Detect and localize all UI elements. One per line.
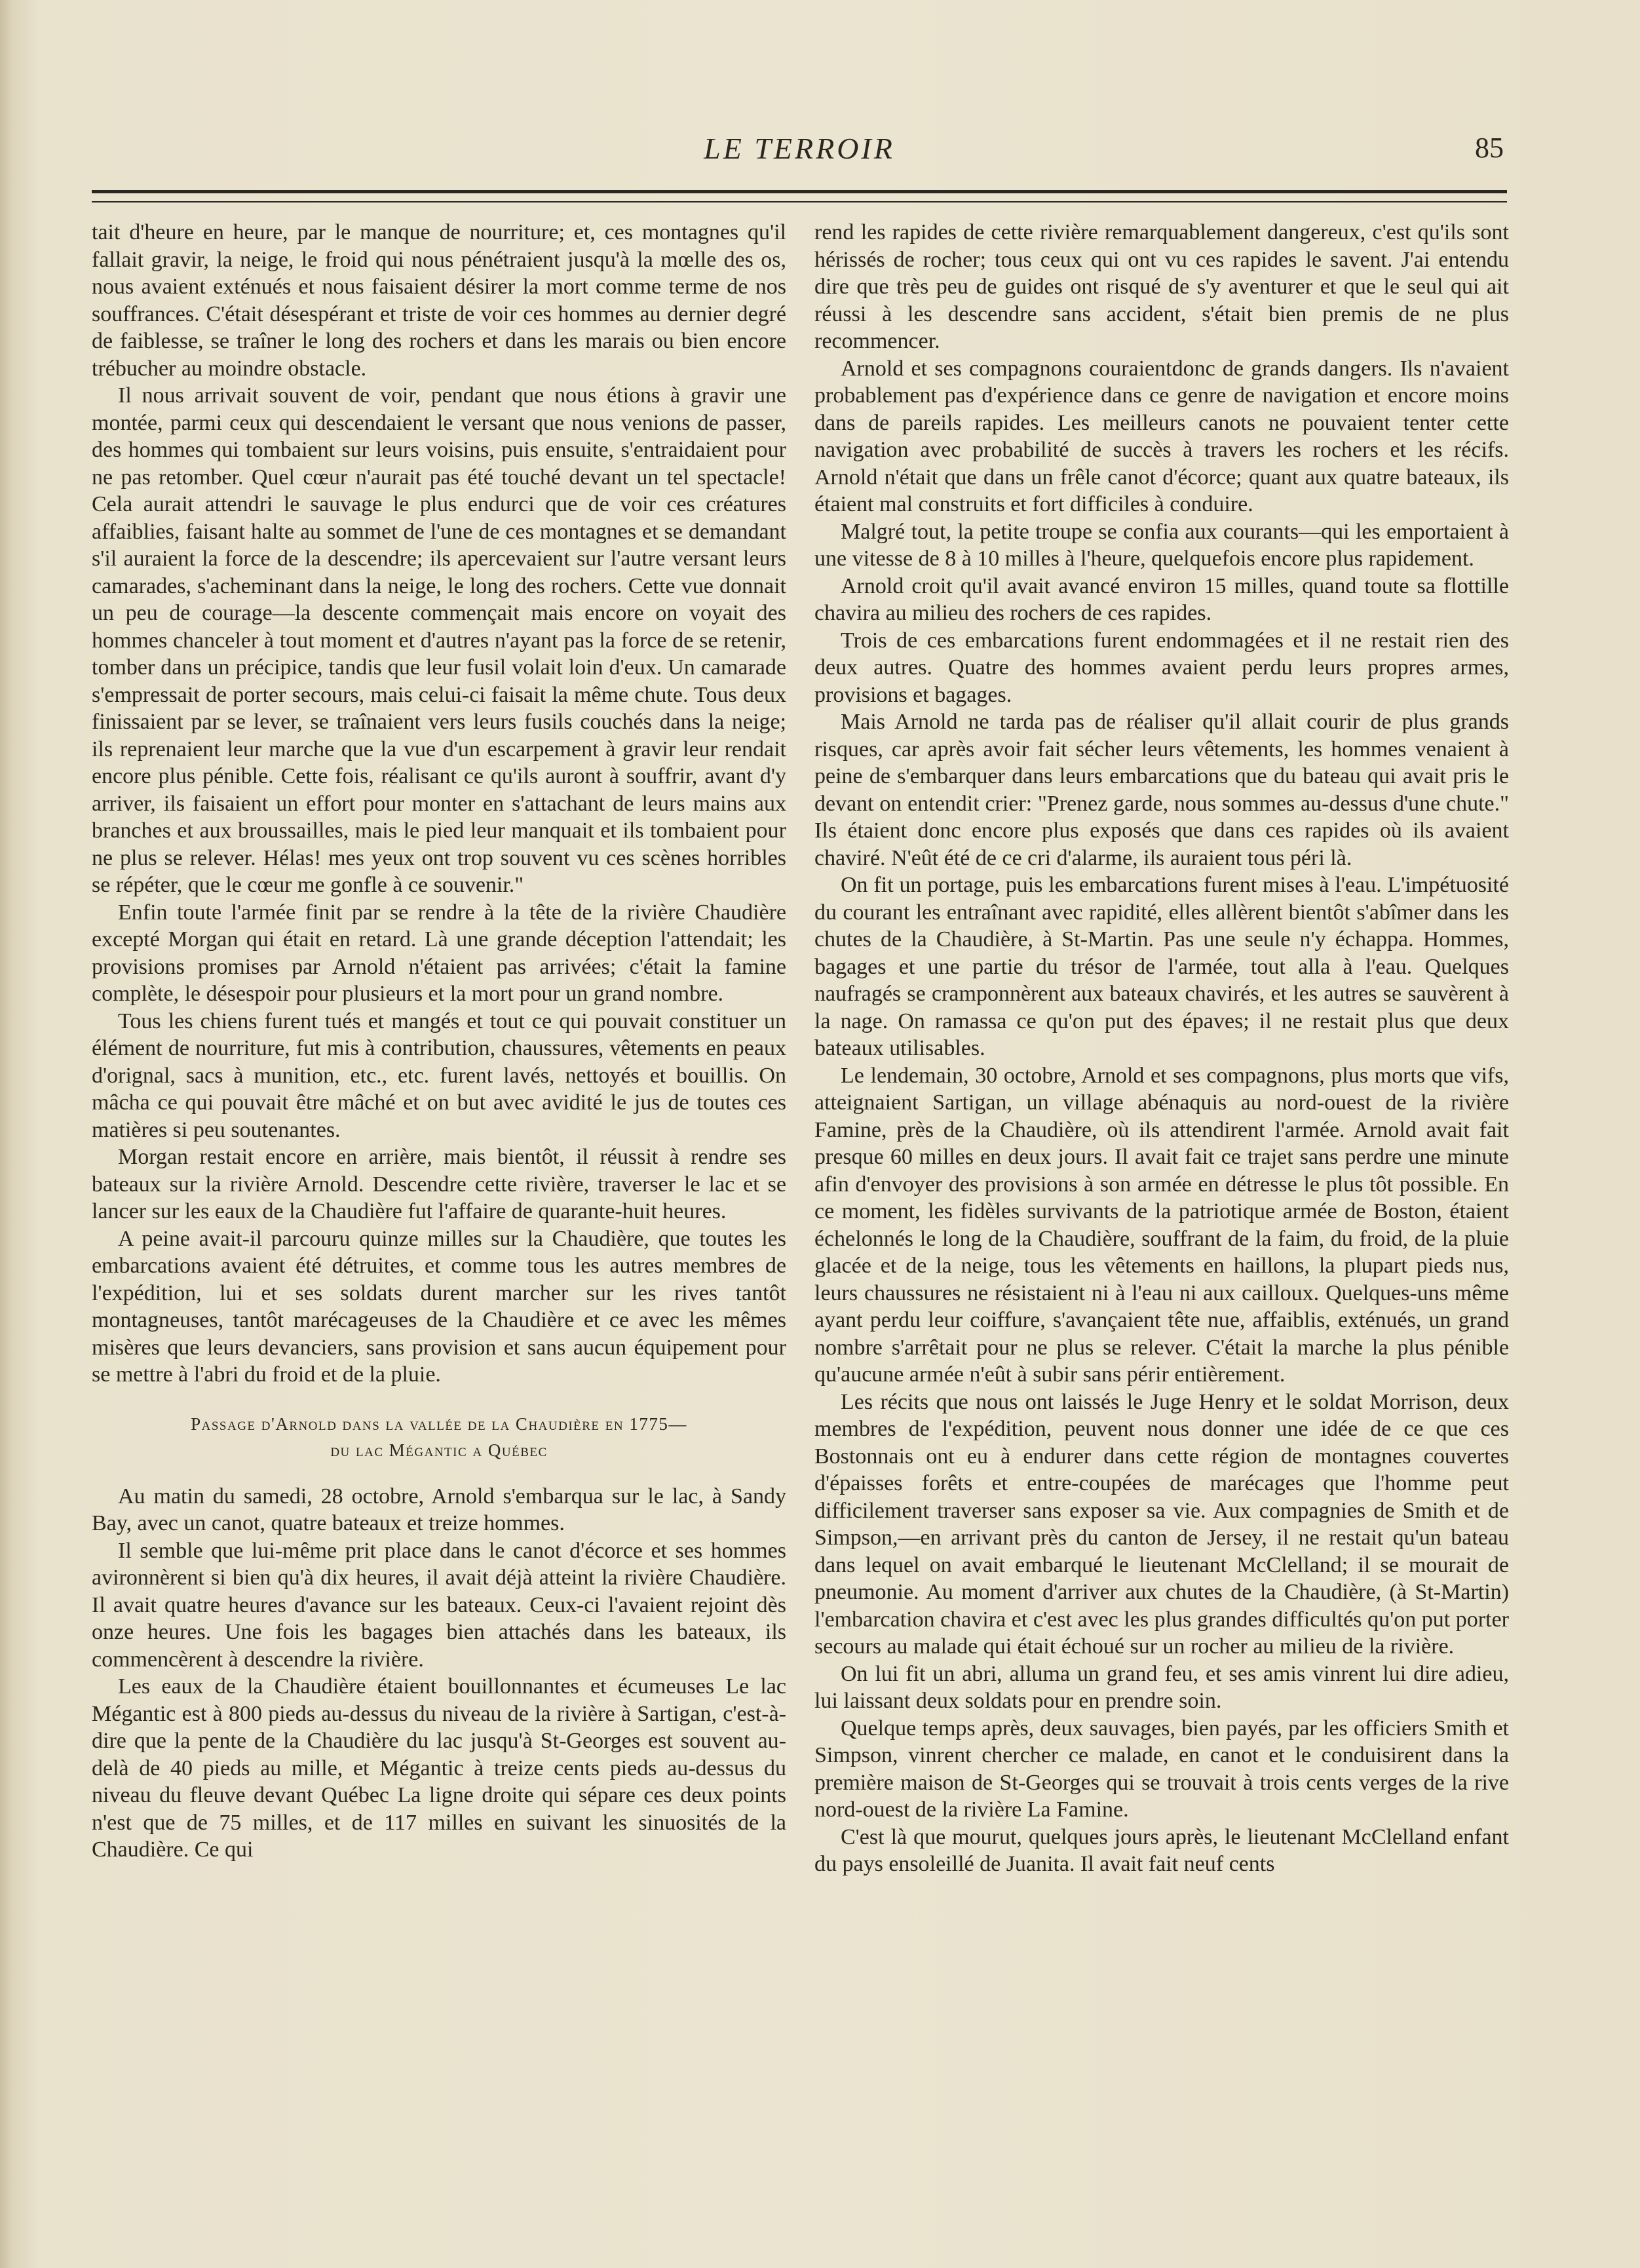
paragraph: On fit un portage, puis les embarcations furent mises à l'eau. L'impétuosité du courant les entraînant avec rapidité, elles allèrent bientôt s'abîmer dans les chutes de la Chaudière, à St-Martin. Pas une seule n'y échappa. Hommes, bagages et une partie du trésor de l'armée, tout alla à l'eau. Quelques naufragés se cramponnèrent aux bateaux chavirés, et les autres se sauvèrent à la nage. On ramassa ce qu'on put des épaves; il ne restait plus que deux bateaux utilisables. [814, 873, 1509, 1060]
paragraph: Le lendemain, 30 octobre, Arnold et ses compagnons, plus morts que vifs, atteignaient Sartigan, un village abénaquis au nord-ouest de la rivière Famine, près de la Chaudière, où ils attendirent l'armée. Arnold avait fait presque 60 milles en deux jours. Il avait fait ce trajet sans perdre une minute afin d'envoyer des provisions à son armée en détresse le plus tôt possible. En ce moment, les fidèles survivants de la patriotique armée de Boston, étaient échelonnés le long de la Chaudière, souffrant de la faim, du froid, de la pluie glacée et de la neige, tous les vêtements en haillons, la plupart pieds nus, leurs chaussures ne résistaient ni à l'eau ni aux cailloux. Quelques-uns même ayant perdu leur coiffure, s'avançaient tête nue, affaiblis, exténués, un grand nombre s'arrêtait pour ne plus se relever. C'était la marche la plus pénible qu'aucune armée n'eût à subir sans périr entièrement. [814, 1063, 1509, 1387]
paragraph: Mais Arnold ne tarda pas de réaliser qu'il allait courir de plus grands risques, car après avoir fait sécher leurs vêtements, les hommes venaient à peine de s'embarquer dans leurs embarcations que du bateau qui avait pris le devant on entendit crier: "Prenez garde, nous sommes au-dessus d'une chute." Ils étaient donc encore plus exposés que dans ces rapides où ils avaient chaviré. N'eût été de ce cri d'alarme, ils auraient tous péri là. [814, 710, 1509, 870]
paragraph: Les eaux de la Chaudière étaient bouillonnantes et écumeuses Le lac Mégantic est à 800 pieds au-dessus du niveau de la rivière à Sartigan, c'est-à-dire que la pente de la Chaudière du lac jusqu'à St-Georges est souvent au-delà de 40 pieds au mille, et Mégantic à treize cents pieds au-dessus du niveau du fleuve devant Québec La ligne droite qui sépare ces deux points n'est que de 75 milles, et de 117 milles en suivant les sinuosités de la Chaudière. Ce qui [92, 1674, 786, 1862]
paragraph: C'est là que mourut, quelques jours après, le lieutenant McClelland enfant du pays ensoleillé de Juanita. Il avait fait neuf cents [814, 1824, 1509, 1876]
page-number: 85 [1475, 132, 1504, 164]
paragraph: rend les rapides de cette rivière remarquablement dangereux, c'est qu'ils sont hérissés de rocher; tous ceux qui ont vu ces rapides le savent. J'ai entendu dire que très peu de guides ont risqué de s'y aventurer et que le seul qui ait réussi à les descendre sans accident, s'était bien premis de ne plus recommencer. [814, 220, 1509, 353]
header-rule [92, 190, 1507, 202]
paragraph: Au matin du samedi, 28 octobre, Arnold s'embarqua sur le lac, à Sandy Bay, avec un canot, quatre bateaux et treize hommes. [92, 1484, 786, 1535]
section-heading-line: Passage d'Arnold dans la vallée de la Chaudière en 1775— [191, 1413, 687, 1434]
paragraph: Trois de ces embarcations furent endommagées et il ne restait rien des deux autres. Quatre des hommes avaient perdu leurs propres armes, provisions et bagages. [814, 628, 1509, 707]
paragraph: Arnold croit qu'il avait avancé environ 15 milles, quand toute sa flottille chavira au milieu des rochers de ces rapides. [814, 573, 1509, 625]
paragraph: Tous les chiens furent tués et mangés et tout ce qui pouvait constituer un élément de nourriture, fut mis à contribution, chaussures, vêtements en peaux d'orignal, sacs à munition, etc., etc. furent lavés, nettoyés et bouillis. On mâcha ce qui pouvait être mâché et on but avec avidité le jus de toutes ces matières si peu soutenantes. [92, 1009, 786, 1142]
paragraph: tait d'heure en heure, par le manque de nourriture; et, ces montagnes qu'il fallait gravir, la neige, le froid qui nous pénétraient jusqu'à la mœlle des os, nous avaient exténués et nous faisaient désirer la mort comme terme de nos souffrances. C'était désespérant et triste de voir ces hommes au dernier degré de faiblesse, se traîner le long des rochers et dans les marais ou bien encore trébucher au moindre obstacle. [92, 220, 786, 381]
running-title: LE TERROIR [704, 132, 895, 165]
paragraph: Il nous arrivait souvent de voir, pendant que nous étions à gravir une montée, parmi ceux qui descendaient le versant que nous venions de passer, des hommes qui tombaient sur leurs voisins, puis ensuite, s'entraidaient pour ne pas retomber. Quel cœur n'aurait pas été touché devant un tel spectacle! Cela aurait attendri le sauvage le plus endurci que de voir ces créatures affaiblies, faisant halte au sommet de l'une de ces montagnes et se demandant s'il auraient la force de la descendre; ils apercevaient sur l'autre versant leurs camarades, s'acheminant dans la neige, le long des rochers. Cette vue donnait un peu de courage—la descente commençait mais encore on voyait des hommes chanceler à tout moment et d'autres n'ayant pas la force de se retenir, tomber dans un précipice, tandis que leur fusil volait loin d'eux. Un camarade s'empressait de porter secours, mais celui-ci faisait la même chute. Tous deux finissaient par se lever, se traînaient vers leurs fusils couchés dans la neige; ils reprenaient leur marche que la vue d'un escarpement à gravir leur rendait encore plus pénible. Cette fois, réalisant ce qu'ils auront à souffrir, avant d'y arriver, ils faisaient un effort pour monter en s'attachant de leurs mains aux branches et aux broussailles, mais le pied leur manquait et ils tombaient pour ne plus se relever. Hélas! mes yeux ont trop souvent vu ces scènes horribles se répéter, que le cœur me gonfle à ce souvenir." [92, 383, 786, 897]
page-header [92, 131, 1507, 170]
paragraph: Les récits que nous ont laissés le Juge Henry et le soldat Morrison, deux membres de l'expédition, peuvent nous donner une idée de ce que ces Bostonnais ont eu à endurer dans cette région de montagnes couvertes d'épaisses forêts et entre-coupées de marécages que l'homme peut difficilement traverser sans exposer sa vie. Aux compagnies de Smith et de Simpson,—en arrivant près du canton de Jersey, il ne restait qu'un bateau dans lequel on avait embarqué le lieutenant McClelland; il se mourait de pneumonie. Au moment d'arriver aux chutes de la Chaudière, (à St-Martin) l'embarcation chavira et c'est avec les plus grandes difficultés qu'on put porter secours au malade qui était échoué sur un rocher au milieu de la rivière. [814, 1389, 1509, 1659]
paragraph: Quelque temps après, deux sauvages, bien payés, par les officiers Smith et Simpson, vinrent chercher ce malade, en canot et le conduisirent dans la première maison de St-Georges qui se trouvait à trois cents verges de la rive nord-ouest de la rivière La Famine. [814, 1716, 1509, 1822]
left-column [92, 219, 786, 1864]
paragraph: Malgré tout, la petite troupe se confia aux courants—qui les emportaient à une vitesse de 8 à 10 milles à l'heure, quelquefois encore plus rapidement. [814, 519, 1509, 571]
paragraph: On lui fit un abri, alluma un grand feu, et ses amis vinrent lui dire adieu, lui laissant deux soldats pour en prendre soin. [814, 1661, 1509, 1713]
paragraph: Arnold et ses compagnons couraientdonc de grands dangers. Ils n'avaient probablement pas d'expérience dans ce genre de navigation et encore moins dans de pareils rapides. Les meilleurs canots ne pouvaient tenter cette navigation avec probabilité de succès à travers les rochers et les récifs. Arnold n'était que dans un frêle canot d'écorce; quant aux quatre bateaux, ils étaient mal construits et fort difficiles à conduire. [814, 356, 1509, 516]
paragraph: A peine avait-il parcouru quinze milles sur la Chaudière, que toutes les embarcations avaient été détruites, et comme tous les autres membres de l'expédition, lui et ses soldats durent marcher sur les rives tantôt montagneuses, tantôt marécageuses de la Chaudière et ce avec les mêmes misères que leurs devanciers, sans provision et sans aucun équipement pour se mettre à l'abri du froid et de la pluie. [92, 1226, 786, 1387]
paragraph: Enfin toute l'armée finit par se rendre à la tête de la rivière Chaudière excepté Morgan qui était en retard. Là une grande déception l'attendait; les provisions promises par Arnold n'étaient pas arrivées; c'était la famine complète, le désespoir pour plusieurs et la mort pour un grand nombre. [92, 900, 786, 1006]
paragraph: Il semble que lui-même prit place dans le canot d'écorce et ses hommes avironnèrent si bien qu'à dix heures, il avait déjà atteint la rivière Chaudière. Il avait quatre heures d'avance sur les bateaux. Ceux-ci l'avaient rejoint dès onze heures. Une fois les bagages bien attachés dans les bateaux, ils commencèrent à descendre la rivière. [92, 1538, 786, 1672]
section-heading [92, 1411, 786, 1463]
section-heading-line: du lac Mégantic a Québec [330, 1440, 548, 1460]
paragraph: Morgan restait encore en arrière, mais bientôt, il réussit à rendre ses bateaux sur la rivière Arnold. Descendre cette rivière, traverser le lac et se lancer sur les eaux de la Chaudière fut l'affaire de quarante-huit heures. [92, 1145, 786, 1223]
right-column [814, 219, 1509, 1878]
